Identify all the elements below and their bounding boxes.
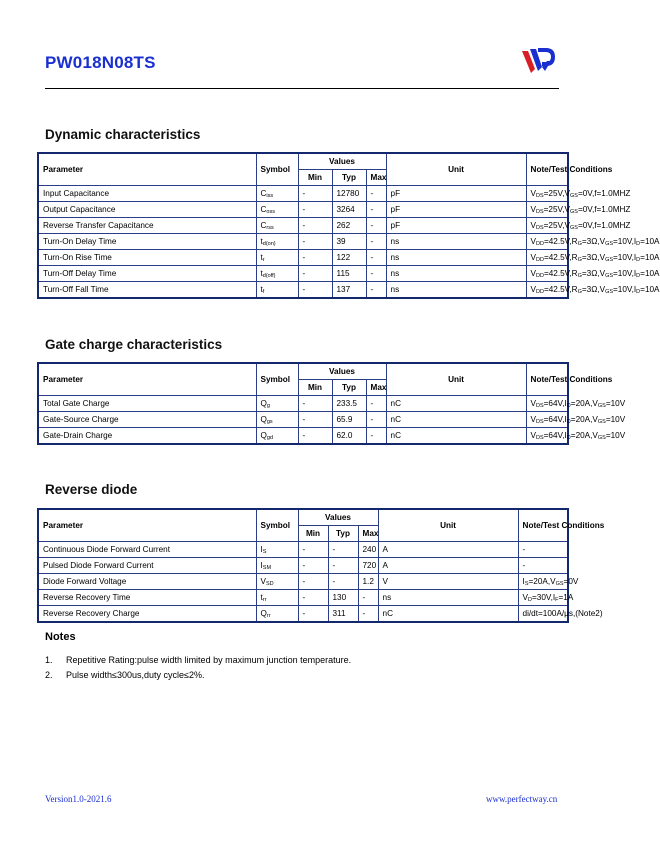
header-parameter: Parameter xyxy=(38,153,256,186)
cell-conditions: - xyxy=(518,542,568,558)
cell-unit: nC xyxy=(378,606,518,623)
cell-conditions: $V_{DS}=64V,I_D=20A,V_{GS}=10V$ xyxy=(526,428,568,445)
table-row xyxy=(38,250,568,266)
note-item xyxy=(45,670,204,680)
cell-unit: ns xyxy=(386,266,526,282)
cell-symbol: $V_{SD}$ xyxy=(256,574,298,590)
note-text: Repetitive Rating:pulse width limited by maximum junction temperature. xyxy=(66,655,352,665)
cell-min: - xyxy=(298,250,332,266)
cell-parameter: Turn-On Delay Time xyxy=(38,234,256,250)
cell-max: - xyxy=(366,186,386,202)
cell-min: - xyxy=(298,590,328,606)
header-typ: Typ xyxy=(332,380,366,396)
cell-typ: 62.0 xyxy=(332,428,366,445)
header-min: Min xyxy=(298,380,332,396)
cell-max: 720 xyxy=(358,558,378,574)
cell-symbol: $Q_{gs}$ xyxy=(256,412,298,428)
cell-max: - xyxy=(366,250,386,266)
cell-unit: V xyxy=(378,574,518,590)
cell-unit: ns xyxy=(386,234,526,250)
cell-min: - xyxy=(298,574,328,590)
note-number: 2. xyxy=(45,670,53,680)
cell-typ: 262 xyxy=(332,218,366,234)
cell-parameter: Reverse Recovery Time xyxy=(38,590,256,606)
header-symbol: Symbol xyxy=(256,509,298,542)
cell-parameter: Pulsed Diode Forward Current xyxy=(38,558,256,574)
header-parameter: Parameter xyxy=(38,509,256,542)
header-conditions: Note/Test Conditions xyxy=(518,509,568,542)
header-conditions: Note/Test Conditions xyxy=(526,363,568,396)
cell-typ: 3264 xyxy=(332,202,366,218)
cell-max: - xyxy=(366,412,386,428)
cell-parameter: Reverse Transfer Capacitance xyxy=(38,218,256,234)
table-row xyxy=(38,412,568,428)
cell-typ: - xyxy=(328,574,358,590)
table-row xyxy=(38,574,568,590)
cell-conditions: - xyxy=(518,558,568,574)
cell-typ: 122 xyxy=(332,250,366,266)
table-row xyxy=(38,186,568,202)
table-row xyxy=(38,542,568,558)
cell-conditions: $V_{DD}=42.5V,R_G=3\Omega,V_{GS}=10V,I_D=10A$ xyxy=(526,282,568,299)
cell-min: - xyxy=(298,202,332,218)
cell-unit: nC xyxy=(386,412,526,428)
cell-symbol: $Q_{gd}$ xyxy=(256,428,298,445)
table-row xyxy=(38,428,568,445)
cell-min: - xyxy=(298,396,332,412)
cell-parameter: Input Capacitance xyxy=(38,186,256,202)
gate-charge-table xyxy=(37,362,626,445)
header-divider xyxy=(45,88,559,89)
cell-min: - xyxy=(298,428,332,445)
cell-symbol: $t_r$ xyxy=(256,250,298,266)
cell-conditions: di/dt=100A/μs,(Note2) xyxy=(518,606,568,623)
header-symbol: Symbol xyxy=(256,153,298,186)
cell-symbol: $C_{rss}$ xyxy=(256,218,298,234)
table-row xyxy=(38,606,568,623)
notes-title: Notes xyxy=(45,631,76,643)
reverse-diode-table xyxy=(37,508,605,623)
header-unit: Unit xyxy=(386,153,526,186)
section-title-gate-charge: Gate charge characteristics xyxy=(45,337,223,352)
cell-symbol: $C_{iss}$ xyxy=(256,186,298,202)
cell-unit: pF xyxy=(386,218,526,234)
cell-parameter: Reverse Recovery Charge xyxy=(38,606,256,623)
cell-conditions: $V_{DS}=64V,I_D=20A,V_{GS}=10V$ xyxy=(526,396,568,412)
cell-unit: A xyxy=(378,558,518,574)
cell-unit: ns xyxy=(386,282,526,299)
cell-max: - xyxy=(366,202,386,218)
section-title-reverse-diode: Reverse diode xyxy=(45,482,138,497)
cell-parameter: Diode Forward Voltage xyxy=(38,574,256,590)
cell-conditions: $V_{DS}=25V,V_{GS}=0V,f=1.0MHZ$ xyxy=(526,202,568,218)
header-conditions: Note/Test Conditions xyxy=(526,153,568,186)
cell-max: - xyxy=(366,218,386,234)
header-max: Max xyxy=(366,170,386,186)
cell-min: - xyxy=(298,542,328,558)
table-header-row xyxy=(38,509,568,526)
header-min: Min xyxy=(298,170,332,186)
table-row xyxy=(38,590,568,606)
cell-min: - xyxy=(298,218,332,234)
note-text: Pulse width≤300us,duty cycle≤2%. xyxy=(66,670,205,680)
table-row xyxy=(38,396,568,412)
cell-min: - xyxy=(298,186,332,202)
cell-max: 240 xyxy=(358,542,378,558)
cell-unit: ns xyxy=(386,250,526,266)
cell-unit: ns xyxy=(378,590,518,606)
header-typ: Typ xyxy=(332,170,366,186)
cell-min: - xyxy=(298,412,332,428)
cell-parameter: Total Gate Charge xyxy=(38,396,256,412)
cell-min: - xyxy=(298,234,332,250)
cell-max: - xyxy=(366,234,386,250)
cell-parameter: Continuous Diode Forward Current xyxy=(38,542,256,558)
table-header-row xyxy=(38,153,568,170)
cell-min: - xyxy=(298,606,328,623)
header-values: Values xyxy=(298,153,386,170)
cell-conditions: $V_{DD}=42.5V,R_G=3\Omega,V_{GS}=10V,I_D=10A$ xyxy=(526,234,568,250)
footer-version: Version1.0-2021.6 xyxy=(45,794,112,804)
cell-conditions: $V_{DD}=42.5V,R_G=3\Omega,V_{GS}=10V,I_D=10A$ xyxy=(526,266,568,282)
cell-min: - xyxy=(298,282,332,299)
pw-logo-icon xyxy=(520,47,554,75)
cell-unit: pF xyxy=(386,202,526,218)
cell-symbol: $Q_g$ xyxy=(256,396,298,412)
cell-min: - xyxy=(298,558,328,574)
note-number: 1. xyxy=(45,655,53,665)
header-typ: Typ xyxy=(328,526,358,542)
cell-symbol: $t_f$ xyxy=(256,282,298,299)
cell-max: 1.2 xyxy=(358,574,378,590)
cell-symbol: $t_{d(off)}$ xyxy=(256,266,298,282)
cell-unit: A xyxy=(378,542,518,558)
cell-typ: 65.9 xyxy=(332,412,366,428)
cell-symbol: $I_{SM}$ xyxy=(256,558,298,574)
cell-max: - xyxy=(366,428,386,445)
dynamic-characteristics-table xyxy=(37,152,660,299)
header-unit: Unit xyxy=(378,509,518,542)
section-title-dynamic: Dynamic characteristics xyxy=(45,127,201,142)
cell-symbol: $t_{rr}$ xyxy=(256,590,298,606)
cell-typ: 39 xyxy=(332,234,366,250)
cell-conditions: $V_D=30V,I_F=1A$ xyxy=(518,590,568,606)
cell-symbol: $I_S$ xyxy=(256,542,298,558)
header-max: Max xyxy=(358,526,378,542)
cell-parameter: Turn-On Rise Time xyxy=(38,250,256,266)
cell-typ: 12780 xyxy=(332,186,366,202)
part-number-title: PW018N08TS xyxy=(45,53,156,72)
cell-max: - xyxy=(358,606,378,623)
table-row xyxy=(38,202,568,218)
cell-unit: nC xyxy=(386,396,526,412)
header-values: Values xyxy=(298,509,378,526)
header-values: Values xyxy=(298,363,386,380)
cell-parameter: Turn-Off Delay Time xyxy=(38,266,256,282)
table-header-row xyxy=(38,363,568,380)
cell-typ: 311 xyxy=(328,606,358,623)
header-unit: Unit xyxy=(386,363,526,396)
cell-conditions: $V_{DS}=25V,V_{GS}=0V,f=1.0MHZ$ xyxy=(526,218,568,234)
cell-min: - xyxy=(298,266,332,282)
cell-typ: 233.5 xyxy=(332,396,366,412)
header-min: Min xyxy=(298,526,328,542)
cell-conditions: $V_{DS}=64V,I_D=20A,V_{GS}=10V$ xyxy=(526,412,568,428)
cell-parameter: Gate-Source Charge xyxy=(38,412,256,428)
cell-symbol: $C_{oss}$ xyxy=(256,202,298,218)
cell-typ: 130 xyxy=(328,590,358,606)
table-row xyxy=(38,266,568,282)
cell-typ: 137 xyxy=(332,282,366,299)
footer-url[interactable]: www.perfectway.cn xyxy=(486,794,558,804)
cell-symbol: $Q_{rr}$ xyxy=(256,606,298,623)
header-max: Max xyxy=(366,380,386,396)
table-row xyxy=(38,558,568,574)
cell-typ: - xyxy=(328,558,358,574)
cell-max: - xyxy=(366,282,386,299)
cell-conditions: $I_S=20A,V_{GS}=0V$ xyxy=(518,574,568,590)
cell-parameter: Gate-Drain Charge xyxy=(38,428,256,445)
header-parameter: Parameter xyxy=(38,363,256,396)
cell-typ: - xyxy=(328,542,358,558)
cell-max: - xyxy=(366,396,386,412)
note-item xyxy=(45,655,351,665)
cell-max: - xyxy=(358,590,378,606)
cell-conditions: $V_{DS}=25V,V_{GS}=0V,f=1.0MHZ$ xyxy=(526,186,568,202)
table-row xyxy=(38,282,568,299)
cell-parameter: Turn-Off Fall Time xyxy=(38,282,256,299)
table-row xyxy=(38,234,568,250)
cell-unit: pF xyxy=(386,186,526,202)
cell-parameter: Output Capacitance xyxy=(38,202,256,218)
table-row xyxy=(38,218,568,234)
cell-conditions: $V_{DD}=42.5V,R_G=3\Omega,V_{GS}=10V,I_D=10A$ xyxy=(526,250,568,266)
cell-typ: 115 xyxy=(332,266,366,282)
header-symbol: Symbol xyxy=(256,363,298,396)
cell-max: - xyxy=(366,266,386,282)
cell-symbol: $t_{d(on)}$ xyxy=(256,234,298,250)
cell-unit: nC xyxy=(386,428,526,445)
